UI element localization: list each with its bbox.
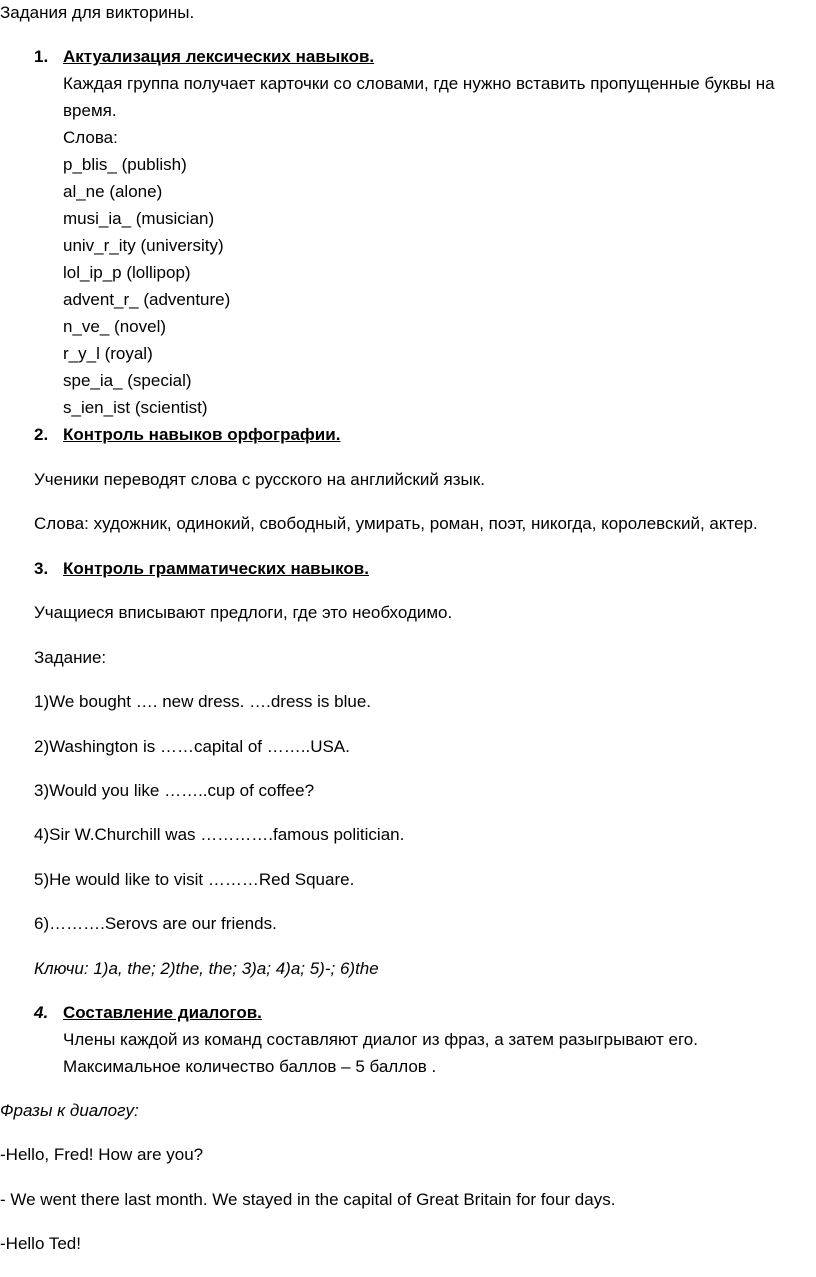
task-item: 5)He would like to visit ………Red Square. [34,870,355,889]
word-item: p_blis_ (publish) [63,155,187,174]
task-item: 2)Washington is ……capital of ……..USA. [34,737,350,756]
section4-desc-line2: Максимальное количество баллов – 5 баллов . [63,1057,437,1076]
section1-number: 1. [34,47,49,66]
section4-heading: Составление диалогов. [63,1003,262,1022]
section4-number: 4. [34,1003,49,1022]
task-item: 4)Sir W.Churchill was ………….famous politician. [34,825,405,844]
section2-heading: Контроль навыков орфографии. [63,425,341,444]
section1-heading: Актуализация лексических навыков. [63,47,375,66]
task-item: 6)……….Serovs are our friends. [34,914,277,933]
word-item: musi_ia_ (musician) [63,209,215,228]
word-item: advent_r_ (adventure) [63,290,231,309]
task-item: 3)Would you like ……..cup of coffee? [34,781,315,800]
word-item: lol_ip_p (lollipop) [63,263,191,282]
section2-words: Слова: художник, одинокий, свободный, умирать, роман, поэт, никогда, королевский, актер. [34,514,758,533]
section3-number: 3. [34,559,49,578]
word-item: al_ne (alone) [63,182,163,201]
section3-desc: Учащиеся вписывают предлоги, где это необходимо. [34,603,453,622]
answer-keys: Ключи: 1)a, the; 2)the, the; 3)a; 4)a; 5)-; 6)the [34,959,379,978]
word-item: s_ien_ist (scientist) [63,398,208,417]
section2-desc: Ученики переводят слова с русского на английский язык. [34,470,485,489]
word-item: univ_r_ity (university) [63,236,224,255]
section3-task-label: Задание: [34,648,107,667]
section1-desc-line2: время. [63,101,117,120]
section2-number: 2. [34,425,49,444]
section3-heading: Контроль грамматических навыков. [63,559,369,578]
section4-desc-line1: Члены каждой из команд составляют диалог из фраз, а затем разыгрывают его. [63,1030,698,1049]
task-item: 1)We bought …. new dress. ….dress is blue. [34,692,372,711]
word-item: n_ve_ (novel) [63,317,167,336]
section1-words-label: Слова: [63,128,118,147]
phrase-item: -Hello, Fred! How are you? [0,1145,204,1164]
phrase-item: -Hello Ted! [0,1234,81,1253]
phrase-item: - We went there last month. We stayed in the capital of Great Britain for four days. [0,1190,616,1209]
word-item: spe_ia_ (special) [63,371,192,390]
word-item: r_y_l (royal) [63,344,153,363]
section1-desc-line1: Каждая группа получает карточки со словами, где нужно вставить пропущенные буквы на [63,74,775,93]
phrases-label: Фразы к диалогу: [0,1101,139,1120]
intro-text: Задания для викторины. [0,3,195,22]
